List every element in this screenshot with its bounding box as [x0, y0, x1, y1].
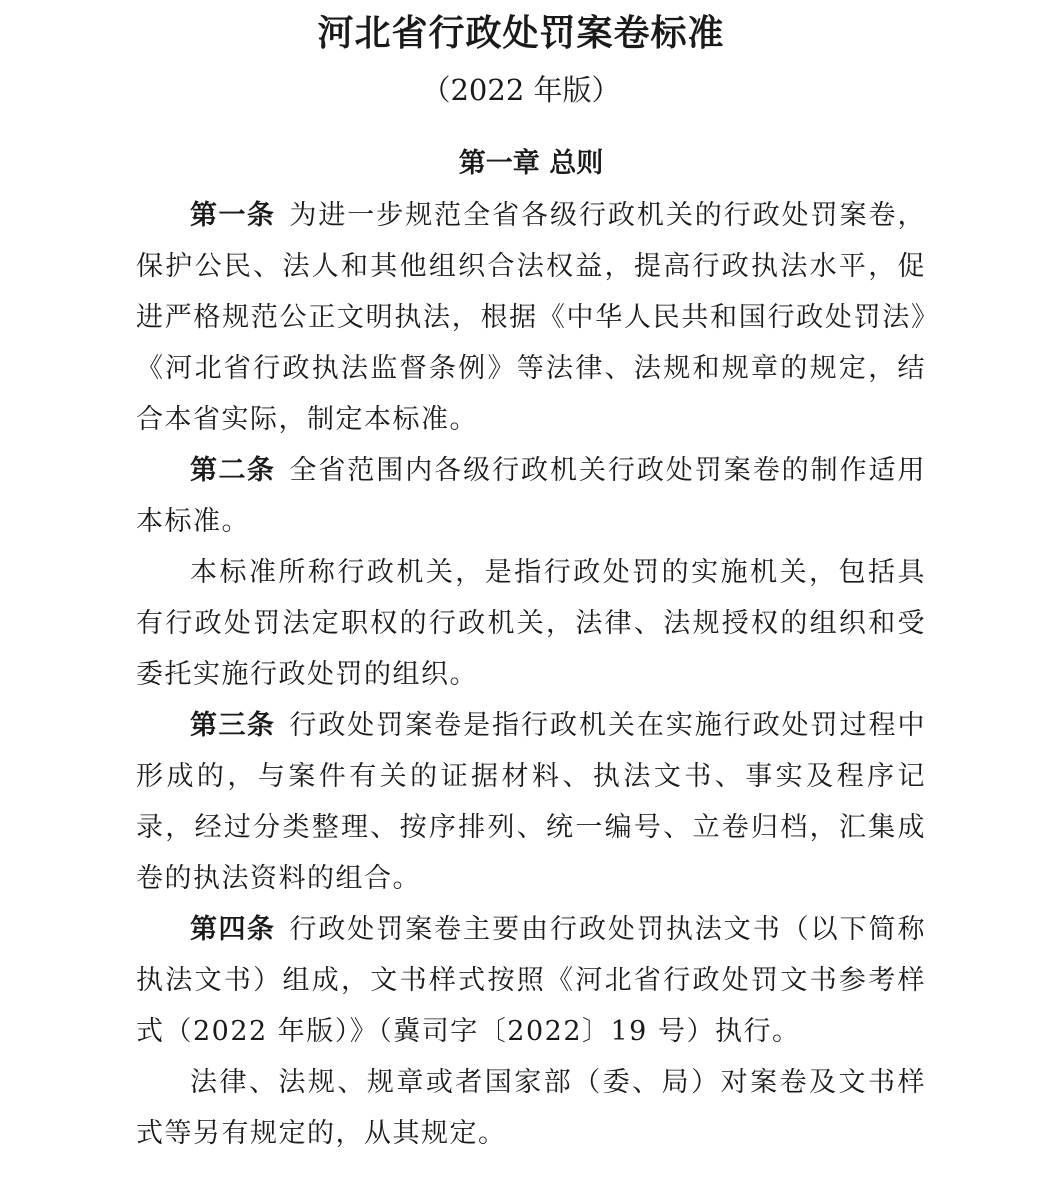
article-text: 行政处罚案卷主要由行政处罚执法文书（以下简称执法文书）组成，文书样式按照《河北省行政处罚文书参考样式（2022 年版）》（冀司字〔2022〕19 号）执行。: [136, 914, 926, 1047]
article-1-paragraph: [136, 190, 926, 445]
article-4-paragraph: [136, 904, 926, 1057]
document-subtitle: （2022 年版）: [421, 73, 621, 107]
article-2-continuation-paragraph: [136, 547, 926, 700]
article-text: 行政处罚案卷是指行政机关在实施行政处罚过程中形成的，与案件有关的证据材料、执法文书、事实及程序记录，经过分类整理、按序排列、统一编号、立卷归档，汇集成卷的执法资料的组合。: [136, 710, 926, 894]
article-label: 第二条: [190, 455, 276, 486]
document-body: [136, 190, 926, 1159]
article-2-paragraph: [136, 445, 926, 547]
article-label: 第四条: [190, 914, 276, 945]
document-title: 河北省行政处罚案卷标准: [317, 13, 725, 54]
article-text: 全省范围内各级行政机关行政处罚案卷的制作适用本标准。: [136, 455, 926, 537]
chapter-heading: 第一章 总则: [458, 148, 604, 179]
article-text: 本标准所称行政机关，是指行政处罚的实施机关，包括具有行政处罚法定职权的行政机关，法律、法规授权的组织和受委托实施行政处罚的组织。: [136, 557, 926, 690]
article-label: 第三条: [190, 710, 276, 741]
article-text: 法律、法规、规章或者国家部（委、局）对案卷及文书样式等另有规定的，从其规定。: [136, 1067, 926, 1149]
article-label: 第一条: [190, 200, 276, 231]
article-3-paragraph: [136, 700, 926, 904]
article-text: 为进一步规范全省各级行政机关的行政处罚案卷，保护公民、法人和其他组织合法权益，提高行政执法水平，促进严格规范公正文明执法，根据《中华人民共和国行政处罚法》《河北省行政执法监督条例》等法律、法规和规章的规定，结合本省实际，制定本标准。: [136, 200, 926, 435]
article-4-continuation-paragraph: [136, 1057, 926, 1159]
